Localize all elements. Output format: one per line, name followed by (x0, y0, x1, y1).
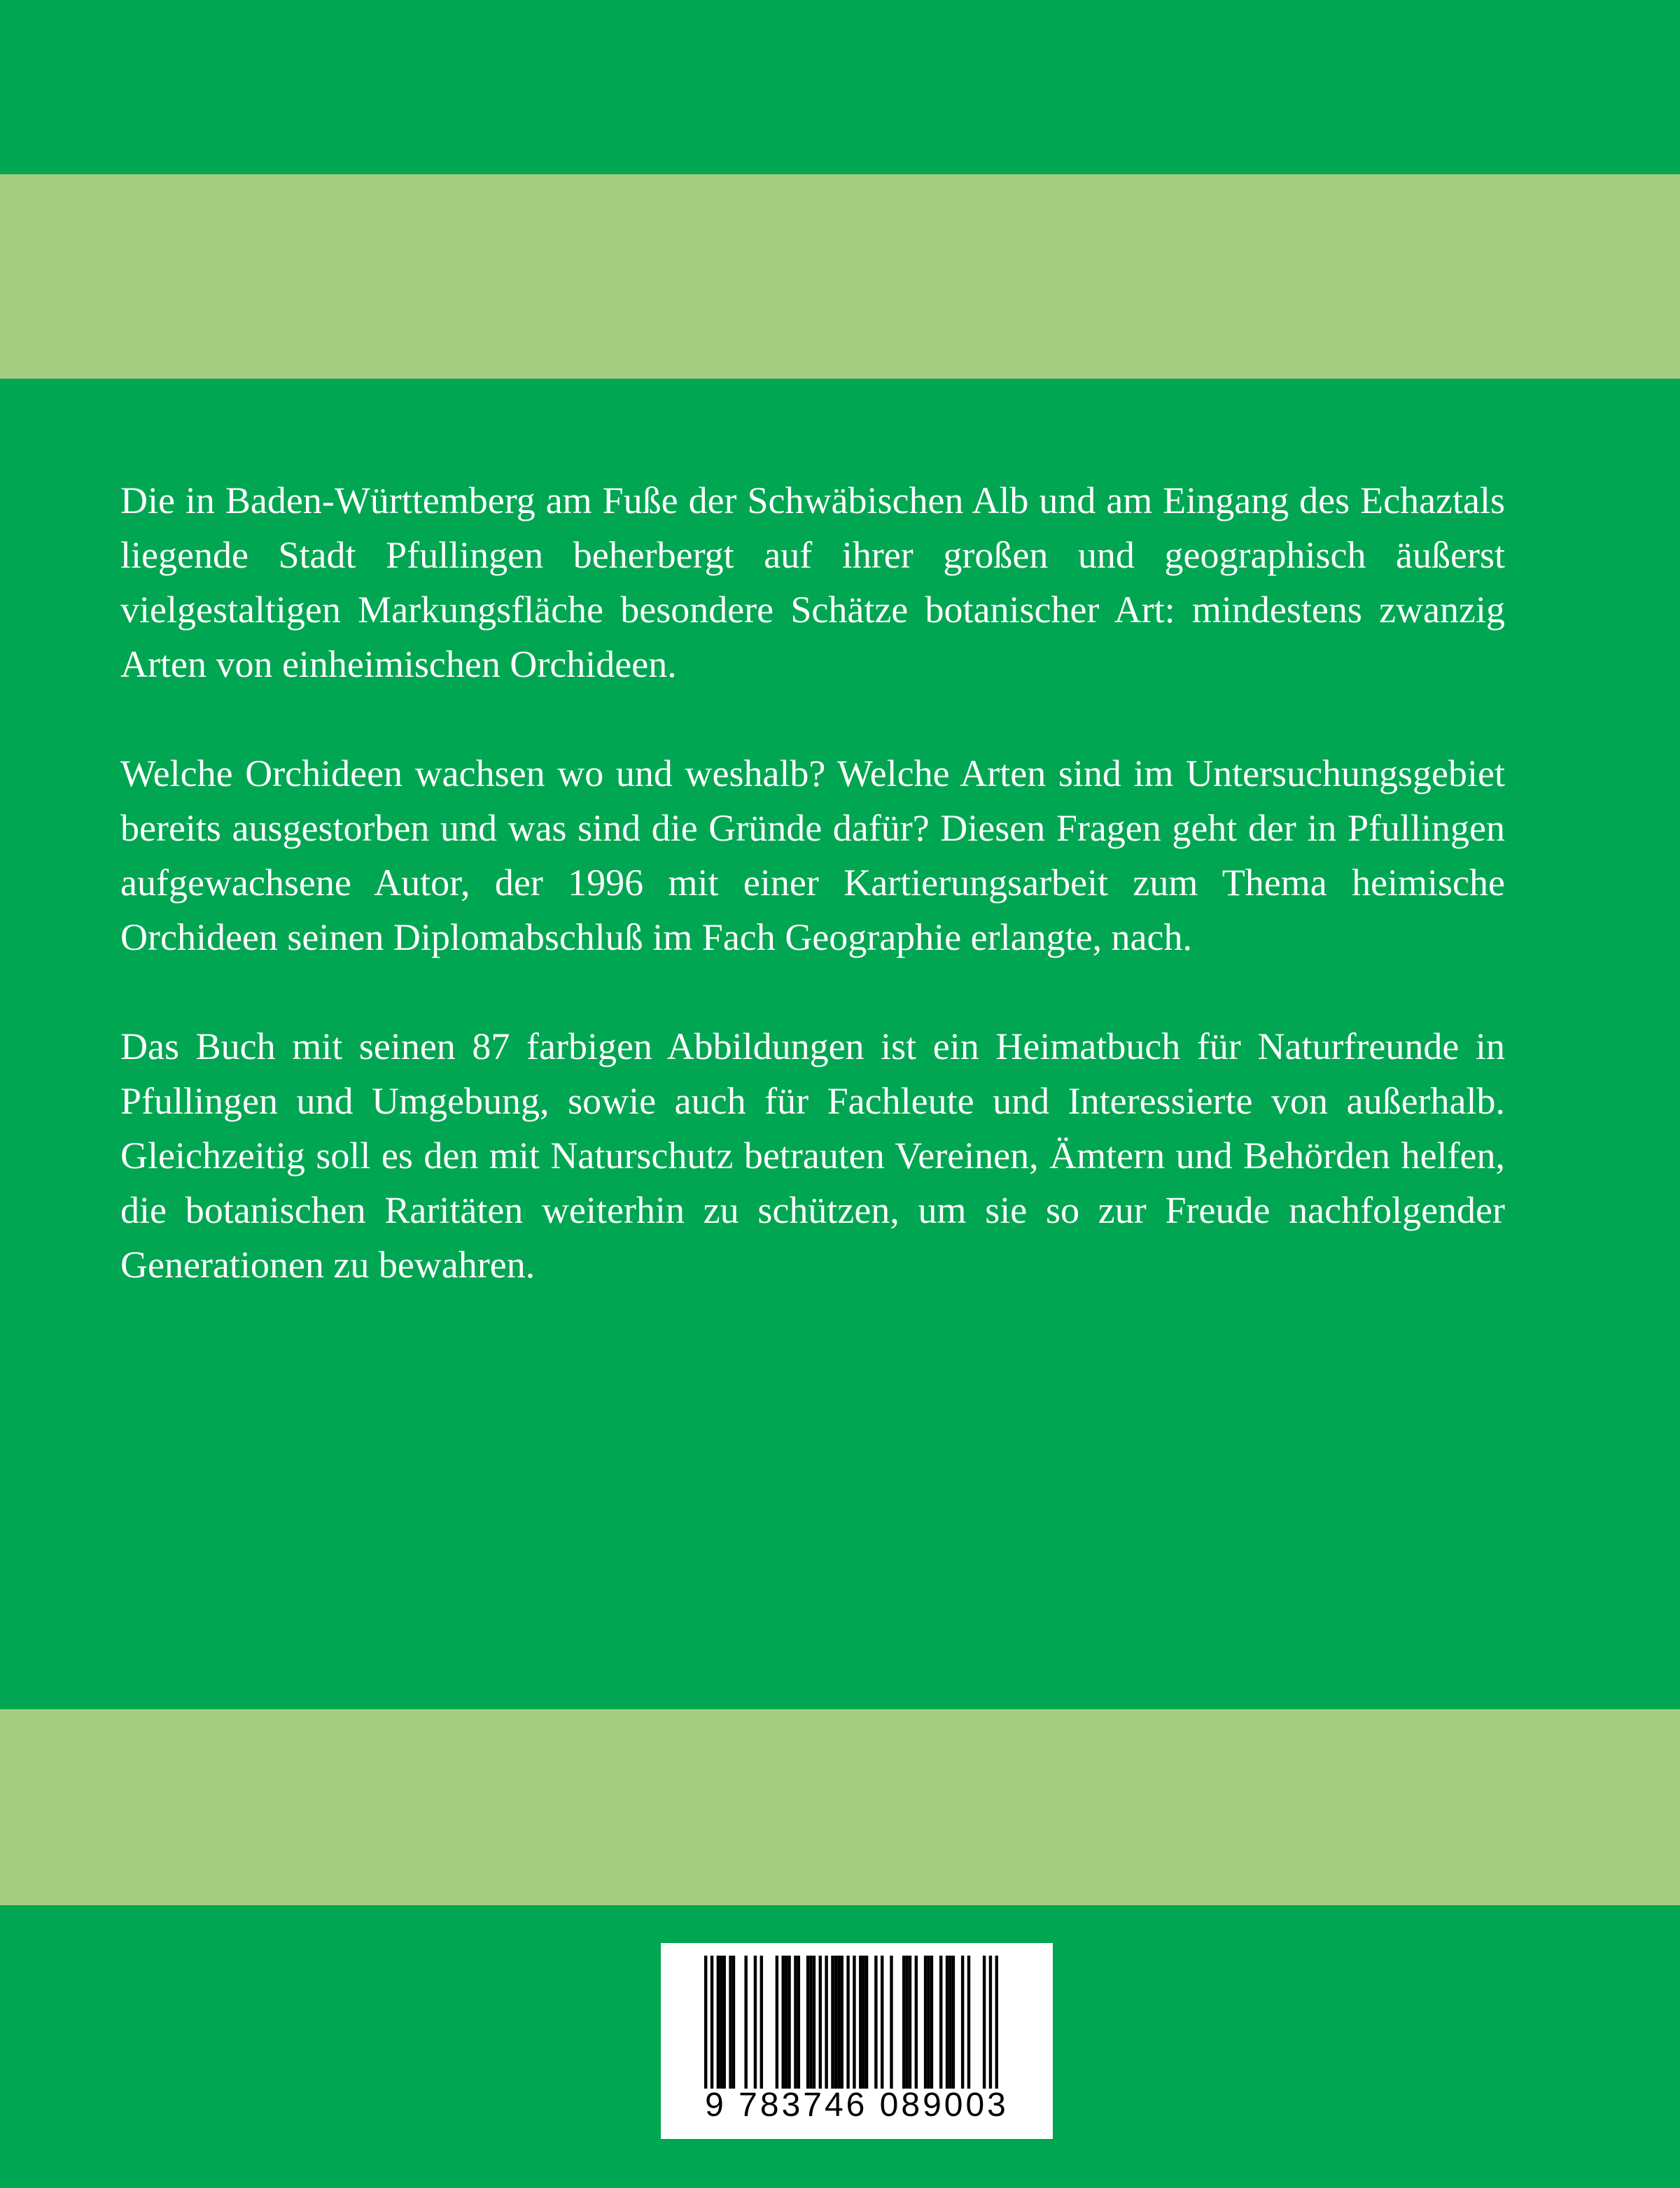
barcode-bar (794, 1956, 797, 2089)
barcode-bar (723, 1956, 726, 2089)
barcode-bar (930, 1956, 933, 2089)
barcode-bars (704, 1956, 998, 2089)
blurb-paragraph-1: Die in Baden-Württemberg am Fuße der Schwäbischen Alb und am Eingang des Echaztals liegende Stadt Pfullingen beherbergt auf ihrer großen und geographisch äußerst vielgestaltigen Markungsfläche besondere Schätze botanischer Art: mindestens zwanzig Arten von einheimischen Orchideen. (120, 479, 1505, 685)
barcode-bar (785, 1956, 788, 2089)
barcode-bar (819, 1956, 822, 2089)
barcode-bar (782, 1956, 785, 2089)
blurb-paragraph-2: Welche Orchideen wachsen wo und weshalb? Welche Arten sind im Untersuchungsgebiet bereits ausgestorben und was sind die Gründe dafür? Diesen Fragen geht der in Pfullingen aufgewachsene Autor, der 1996 mit einer Kartierungsarbeit zum Thema heimische Orchideen seinen Diplomabschluß im Fach Geographie erlangte, nach. (120, 752, 1505, 958)
barcode-bar (859, 1956, 862, 2089)
barcode-bar (825, 1956, 827, 2089)
isbn-barcode (661, 1943, 1053, 2139)
isbn-number: 9 783746 089003 (705, 2087, 1009, 2124)
barcode-bar (837, 1956, 840, 2089)
barcode-bar (806, 1956, 809, 2089)
barcode-bar (983, 1956, 986, 2089)
barcode-bar (831, 1956, 834, 2089)
barcode-bar (710, 1956, 713, 2089)
barcode-bar (924, 1956, 927, 2089)
bottom-decorative-band (0, 1709, 1680, 1905)
barcode-bar (776, 1956, 778, 2089)
barcode-bar (927, 1956, 930, 2089)
barcode-bar (948, 1956, 951, 2089)
barcode-bar (902, 1956, 905, 2089)
barcode-bar (704, 1956, 707, 2089)
barcode-bar (865, 1956, 868, 2089)
barcode-bar (967, 1956, 970, 2089)
barcode-bar (813, 1956, 816, 2089)
barcode-bar (909, 1956, 911, 2089)
barcode-bar (915, 1956, 918, 2089)
barcode-bar (809, 1956, 812, 2089)
barcode-bar (862, 1956, 864, 2089)
barcode-bar (841, 1956, 844, 2089)
barcode-bar (720, 1956, 722, 2089)
barcode-bar (732, 1956, 735, 2089)
barcode-bar (989, 1956, 992, 2089)
top-decorative-band (0, 174, 1680, 379)
barcode-bar (881, 1956, 883, 2089)
barcode-bar (946, 1956, 948, 2089)
barcode-bar (874, 1956, 877, 2089)
barcode-bar (754, 1956, 757, 2089)
barcode-bar (890, 1956, 892, 2089)
barcode-bar (995, 1956, 998, 2089)
barcode-bar (905, 1956, 908, 2089)
barcode-bar (797, 1956, 800, 2089)
barcode-bar (760, 1956, 763, 2089)
barcode-bar (939, 1956, 942, 2089)
barcode-bar (952, 1956, 955, 2089)
back-cover-blurb (120, 473, 1505, 1292)
barcode-bar (961, 1956, 964, 2089)
barcode-bar (717, 1956, 720, 2089)
barcode-bar (846, 1956, 849, 2089)
barcode-bar (853, 1956, 855, 2089)
barcode-bar (744, 1956, 747, 2089)
barcode-bar (729, 1956, 732, 2089)
barcode-bar (834, 1956, 837, 2089)
blurb-paragraph-3: Das Buch mit seinen 87 farbigen Abbildungen ist ein Heimatbuch für Naturfreunde in Pfullingen und Umgebung, sowie auch für Fachleute und Interessierte von außerhalb. Gleichzeitig soll es den mit Naturschutz betrauten Vereinen, Ämtern und Behörden helfen, die botanischen Raritäten weiterhin zu schützen, um sie so zur Freude nachfolgender Generationen zu bewahren. (120, 1025, 1505, 1286)
barcode-bar (788, 1956, 790, 2089)
